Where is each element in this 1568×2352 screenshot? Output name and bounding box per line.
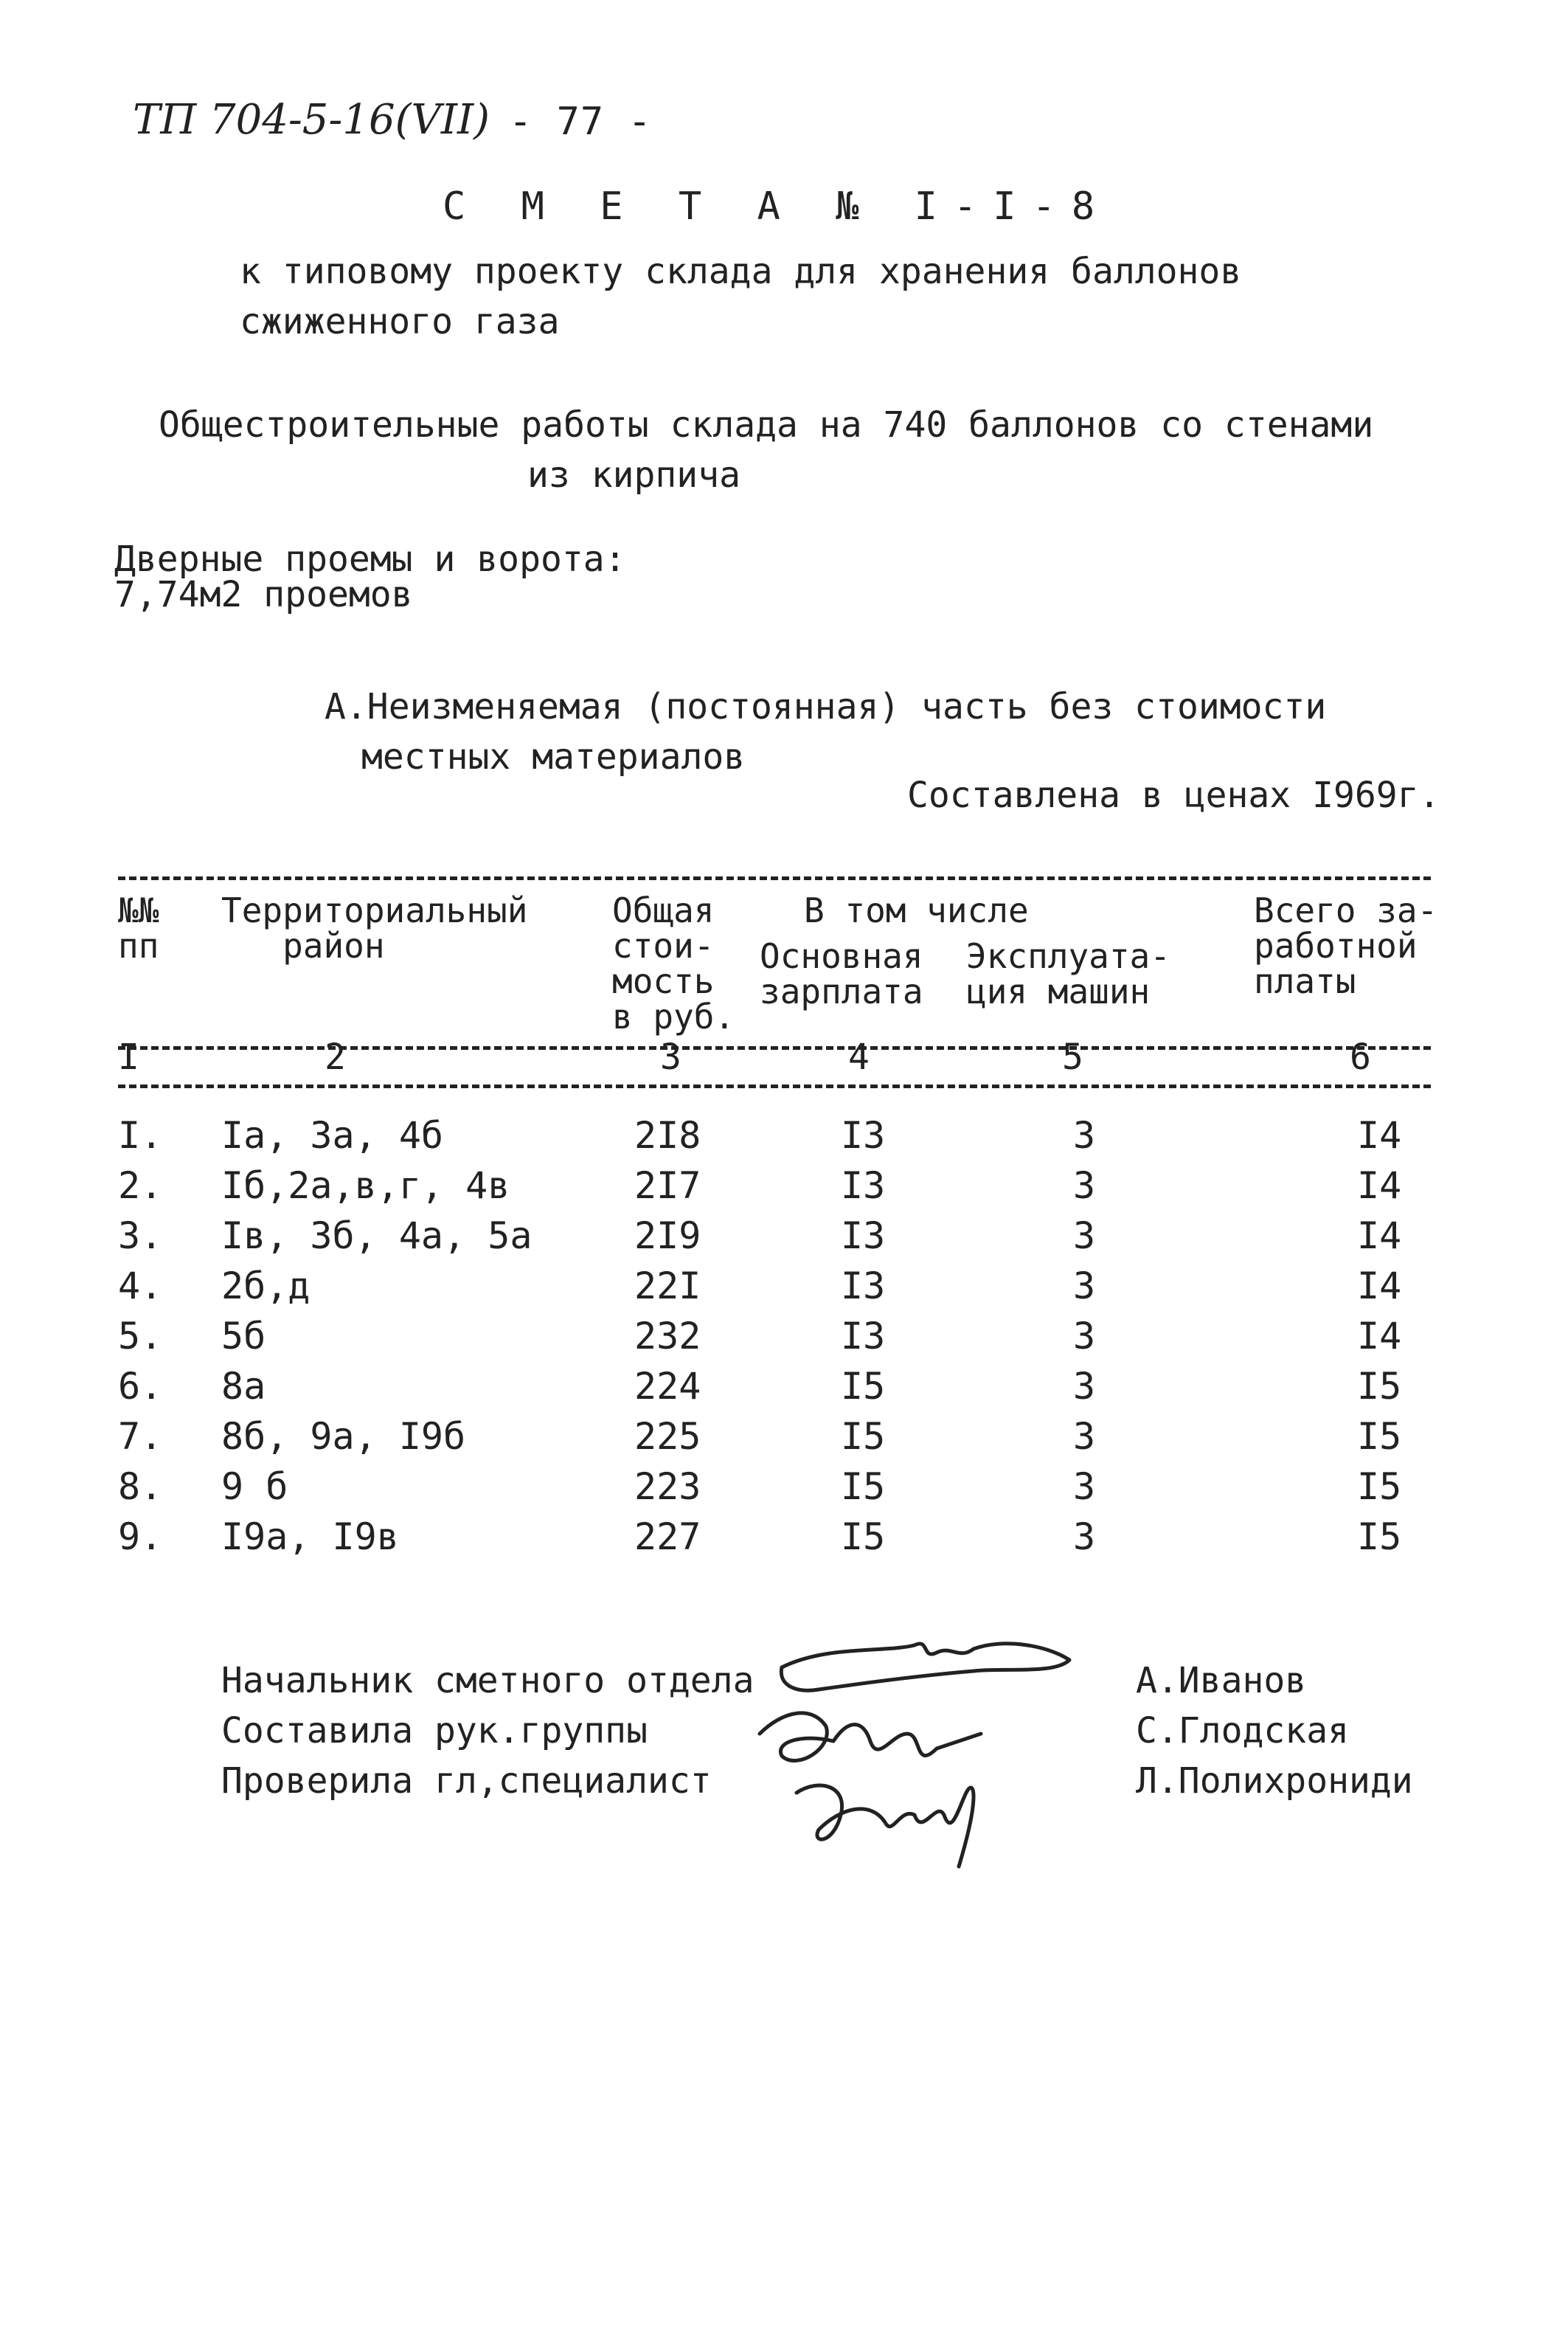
row-total-wage: I4 [1357, 1315, 1402, 1357]
row-total-cost: 225 [634, 1415, 701, 1458]
row-total-wage: I4 [1357, 1265, 1402, 1307]
row-base-wage: I3 [841, 1114, 886, 1157]
row-region: 8а [221, 1365, 266, 1408]
header-total-wage: Всего за- работной платы [1254, 890, 1438, 1001]
row-total-cost: 2I9 [634, 1214, 701, 1257]
col-number-6: 6 [1350, 1037, 1371, 1078]
row-machine-operation: 3 [1073, 1365, 1096, 1408]
row-region: 5б [221, 1315, 266, 1357]
row-total-wage: I5 [1357, 1365, 1402, 1408]
row-total-cost: 223 [634, 1465, 701, 1508]
row-base-wage: I5 [841, 1465, 886, 1508]
row-machine-operation: 3 [1073, 1515, 1096, 1558]
table-row [0, 1465, 1568, 1515]
row-region: 9 б [221, 1465, 288, 1508]
row-number: 3. [118, 1214, 163, 1257]
row-total-wage: I5 [1357, 1515, 1402, 1558]
table-row [0, 1114, 1568, 1164]
signature-name-3: Л.Полихрониди [1136, 1760, 1413, 1802]
document-code: ТП 704-5-16(VII) [133, 96, 490, 144]
row-region: Iв, 3б, 4а, 5а [221, 1214, 533, 1257]
row-base-wage: I5 [841, 1415, 886, 1458]
signature-name-2: С.Глодская [1136, 1710, 1349, 1751]
row-number: I. [118, 1114, 163, 1157]
section-heading: Дверные проемы и ворота: [114, 539, 626, 580]
page-number: - 77 - [509, 100, 652, 144]
row-total-cost: 2I7 [634, 1164, 701, 1207]
row-total-wage: I5 [1357, 1415, 1402, 1458]
signature-role-2: Составила рук.группы [221, 1710, 648, 1751]
document-title: С М Е Т А № I-I-8 [443, 184, 1111, 229]
row-total-wage: I4 [1357, 1114, 1402, 1157]
row-total-cost: 227 [634, 1515, 701, 1558]
header-including: В том числе [804, 890, 1029, 930]
table-row [0, 1365, 1568, 1415]
header-region: Территориальный район [221, 890, 528, 966]
row-base-wage: I5 [841, 1365, 886, 1408]
row-total-wage: I5 [1357, 1465, 1402, 1508]
header-base-wage: Основная зарплата [760, 936, 923, 1011]
row-base-wage: I3 [841, 1214, 886, 1257]
col-number-5: 5 [1062, 1037, 1083, 1078]
table-row [0, 1515, 1568, 1566]
header-num: №№ пп [118, 890, 159, 966]
row-number: 8. [118, 1465, 163, 1508]
row-region: I9а, I9в [221, 1515, 399, 1558]
subtitle-line-1: к типовому проекту склада для хранения баллонов [240, 251, 1242, 292]
row-total-cost: 224 [634, 1365, 701, 1408]
header-rule-1 [118, 1046, 1431, 1050]
col-number-2: 2 [325, 1037, 346, 1078]
handwritten-signatures [738, 1623, 1106, 1889]
signature-role-3: Проверила гл,специалист [221, 1760, 712, 1802]
part-description-line-1: А.Неизменяемая (постоянная) часть без стоимости [325, 686, 1327, 727]
row-number: 9. [118, 1515, 163, 1558]
row-total-cost: 232 [634, 1315, 701, 1357]
row-total-cost: 2I8 [634, 1114, 701, 1157]
subtitle-line-2: сжиженного газа [240, 301, 560, 342]
part-description-line-2: местных материалов [361, 736, 746, 778]
col-number-4: 4 [848, 1037, 870, 1078]
row-total-wage: I4 [1357, 1164, 1402, 1207]
row-number: 2. [118, 1164, 163, 1207]
row-machine-operation: 3 [1073, 1214, 1096, 1257]
row-base-wage: I3 [841, 1164, 886, 1207]
header-total: Общая стои- мость в руб. [612, 890, 735, 1037]
row-region: Iа, 3а, 4б [221, 1114, 444, 1157]
row-number: 4. [118, 1265, 163, 1307]
row-machine-operation: 3 [1073, 1415, 1096, 1458]
row-number: 5. [118, 1315, 163, 1357]
row-machine-operation: 3 [1073, 1315, 1096, 1357]
row-total-cost: 22I [634, 1265, 701, 1307]
col-number-3: 3 [660, 1037, 681, 1078]
signature-name-1: А.Иванов [1136, 1660, 1307, 1701]
table-row [0, 1265, 1568, 1315]
row-machine-operation: 3 [1073, 1265, 1096, 1307]
header-machine-operation: Эксплуата- ция машин [966, 936, 1170, 1011]
table-row [0, 1164, 1568, 1214]
row-machine-operation: 3 [1073, 1114, 1096, 1157]
section-subheading: 7,74м2 проемов [114, 574, 413, 615]
row-machine-operation: 3 [1073, 1465, 1096, 1508]
col-number-1: I [118, 1037, 139, 1078]
prices-note: Составлена в ценах I969г. [907, 775, 1440, 816]
work-description-line-1: Общестроительные работы склада на 740 баллонов со стенами [159, 404, 1374, 446]
row-number: 6. [118, 1365, 163, 1408]
row-region: 2б,д [221, 1265, 311, 1307]
table-row [0, 1415, 1568, 1465]
row-base-wage: I5 [841, 1515, 886, 1558]
table-row [0, 1214, 1568, 1265]
row-total-wage: I4 [1357, 1214, 1402, 1257]
table-top-rule [118, 876, 1431, 880]
row-machine-operation: 3 [1073, 1164, 1096, 1207]
row-region: 8б, 9а, I9б [221, 1415, 466, 1458]
row-base-wage: I3 [841, 1265, 886, 1307]
table-row [0, 1315, 1568, 1365]
row-base-wage: I3 [841, 1315, 886, 1357]
row-region: Iб,2а,в,г, 4в [221, 1164, 510, 1207]
work-description-line-2: из кирпича [527, 454, 740, 496]
row-number: 7. [118, 1415, 163, 1458]
signature-role-1: Начальник сметного отдела [221, 1660, 754, 1701]
header-rule-2 [118, 1085, 1431, 1088]
